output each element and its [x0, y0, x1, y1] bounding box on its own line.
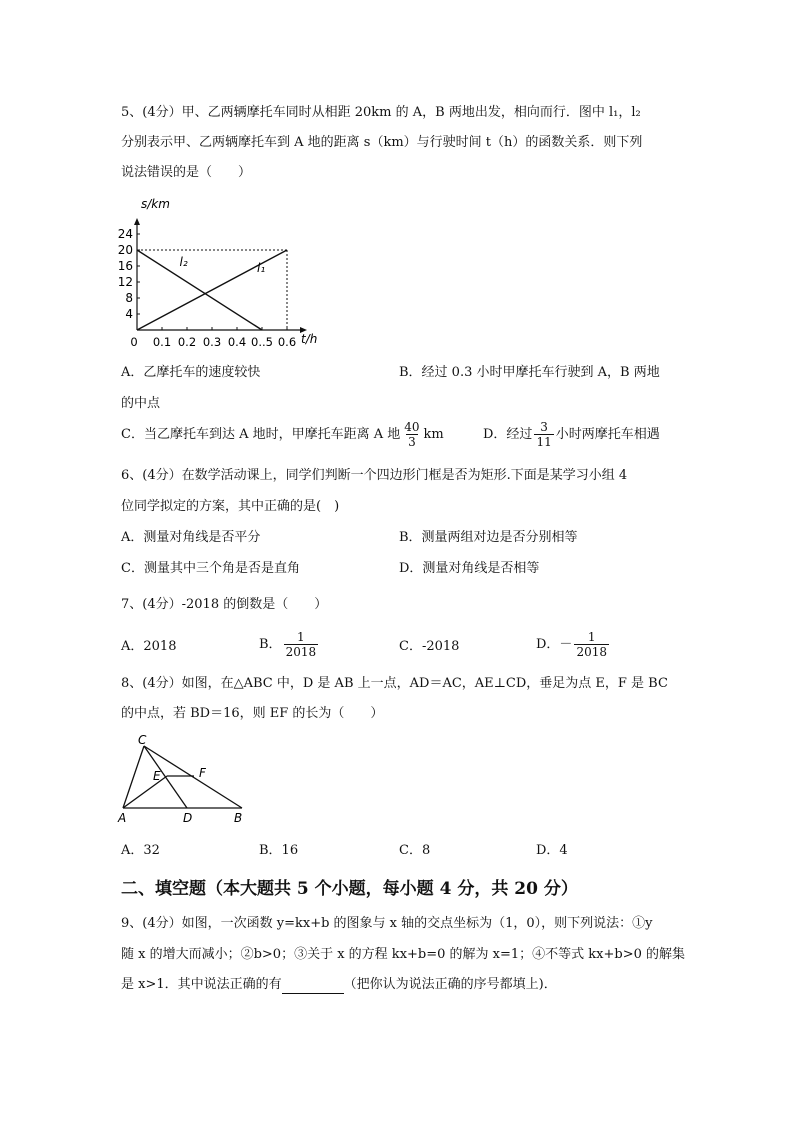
- label-f: F: [199, 766, 206, 780]
- label-b: B: [234, 811, 243, 825]
- q8-option-b: B．16: [259, 843, 299, 858]
- q5-option-c-unit: km: [423, 427, 444, 442]
- q7-option-b-fraction: [284, 630, 319, 659]
- q8-triangle-figure: [115, 730, 255, 830]
- x-tick-label: 0: [130, 335, 138, 349]
- q5-option-b: B．经过 0.3 小时甲摩托车行驶到 A，B 两地: [399, 365, 660, 380]
- q5-option-d-text: D．经过: [483, 427, 533, 442]
- y-tick-label: 4: [125, 307, 133, 321]
- fraction-denominator: 2018: [285, 645, 317, 659]
- q7-option-d-letter: D．－: [536, 637, 573, 652]
- fraction-numerator: 1: [297, 630, 305, 644]
- fraction-numerator: 1: [587, 630, 596, 644]
- chart-axes: [134, 218, 307, 333]
- q8-option-d: D．4: [536, 843, 568, 858]
- label-d: D: [183, 811, 193, 825]
- q5-stem-line-3: 说法错误的是（ ）: [121, 165, 252, 180]
- label-c: C: [138, 733, 147, 747]
- q7-option-b-letter: B．: [259, 637, 282, 652]
- label-e: E: [153, 769, 161, 783]
- q6-stem-line-1: 6、(4分）在数学活动课上，同学们判断一个四边形门框是否为矩形.下面是某学习小组 4: [121, 468, 628, 483]
- series-line-l2: [137, 250, 262, 330]
- q6-stem-line-2: 位同学拟定的方案，其中正确的是( ): [121, 499, 340, 514]
- x-tick-label: 0..5: [251, 335, 273, 349]
- x-tick-label: 0.6: [277, 335, 297, 349]
- y-tick-label: 16: [117, 259, 133, 273]
- q5-option-c: [121, 420, 444, 449]
- q6-option-a: A．测量对角线是否平分: [121, 530, 261, 545]
- fraction-denominator: 11: [536, 435, 552, 449]
- fraction-denominator: 2018: [576, 645, 607, 659]
- label-a: A: [118, 811, 127, 825]
- q5-option-d-fraction: [534, 420, 553, 449]
- segment-ca: [123, 746, 144, 808]
- q5-option-d: [483, 420, 660, 449]
- q5-option-c-text: C．当乙摩托车到达 A 地时，甲摩托车距离 A 地: [121, 427, 401, 442]
- q7-option-c: C．-2018: [399, 639, 460, 654]
- q7-option-a: A．2018: [121, 639, 177, 654]
- q6-option-c: C．测量其中三个角是否是直角: [121, 561, 300, 576]
- q5-chart: [110, 195, 320, 355]
- q5-option-c-fraction: [402, 420, 421, 449]
- fraction-numerator: 3: [540, 420, 548, 434]
- q9-answer-blank[interactable]: [282, 979, 344, 994]
- y-tick-label: 20: [117, 243, 133, 257]
- y-tick-label: 12: [117, 275, 133, 289]
- y-axis-label: s/km: [141, 197, 170, 211]
- q8-option-c: C．8: [399, 843, 431, 858]
- q8-stem-line-2: 的中点，若 BD＝16，则 EF 的长为（ ）: [121, 706, 384, 721]
- q8-option-a: A．32: [121, 843, 160, 858]
- q8-stem-line-1: 8、(4分）如图，在△ABC 中，D 是 AB 上一点，AD＝AC，AE⊥CD，垂足为点 E，F 是 BC: [121, 676, 668, 691]
- fraction-denominator: 3: [408, 435, 416, 449]
- x-tick-label: 0.3: [202, 335, 222, 349]
- section-2-heading: 二、填空题（本大题共 5 个小题，每小题 4 分，共 20 分）: [121, 879, 578, 899]
- q5-option-d-tail: 小时两摩托车相遇: [555, 427, 660, 442]
- series-label-l1: l₁: [257, 261, 266, 275]
- q7-option-d-fraction: [574, 630, 609, 659]
- x-tick-label: 0.1: [152, 335, 172, 349]
- y-tick-label: 8: [125, 291, 133, 305]
- q9-stem-line-3: [121, 976, 557, 994]
- x-tick-label: 0.4: [227, 335, 247, 349]
- q6-option-d: D．测量对角线是否相等: [399, 561, 540, 576]
- y-axis-arrow: [134, 218, 140, 225]
- q5-stem-line-2: 分别表示甲、乙两辆摩托车到 A 地的距离 s（km）与行驶时间 t（h）的函数关系．则下列: [121, 135, 643, 150]
- q5-stem-line-1: 5、(4分）甲、乙两辆摩托车同时从相距 20km 的 A，B 两地出发，相向而行．图中 l₁，l₂: [121, 105, 641, 120]
- y-tick-label: 24: [117, 227, 133, 241]
- fraction-numerator: 40: [404, 420, 420, 434]
- q9-line-3-text: 是 x>1．其中说法正确的有: [121, 977, 282, 992]
- series-label-l2: l₂: [179, 255, 188, 269]
- q9-line-3-tail: （把你认为说法正确的序号都填上)．: [343, 977, 557, 992]
- x-tick-label: 0.2: [177, 335, 197, 349]
- q7-option-d: [536, 630, 611, 659]
- q9-stem-line-2: 随 x 的增大而减小；②b>0；③关于 x 的方程 kx+b=0 的解为 x=1；④不等式 kx+b>0 的解集: [121, 947, 686, 962]
- q6-option-b: B．测量两组对边是否分别相等: [399, 530, 578, 545]
- x-axis-label: t/h: [301, 332, 318, 346]
- q5-option-a: A．乙摩托车的速度较快: [121, 365, 261, 380]
- q7-stem: 7、(4分）-2018 的倒数是（ ）: [121, 597, 328, 612]
- q7-option-b: [259, 630, 320, 659]
- q5-option-b-cont: 的中点: [121, 396, 161, 411]
- q9-stem-line-1: 9、(4分）如图，一次函数 y=kx+b 的图象与 x 轴的交点坐标为（1，0），则下列说法：①y: [121, 916, 653, 931]
